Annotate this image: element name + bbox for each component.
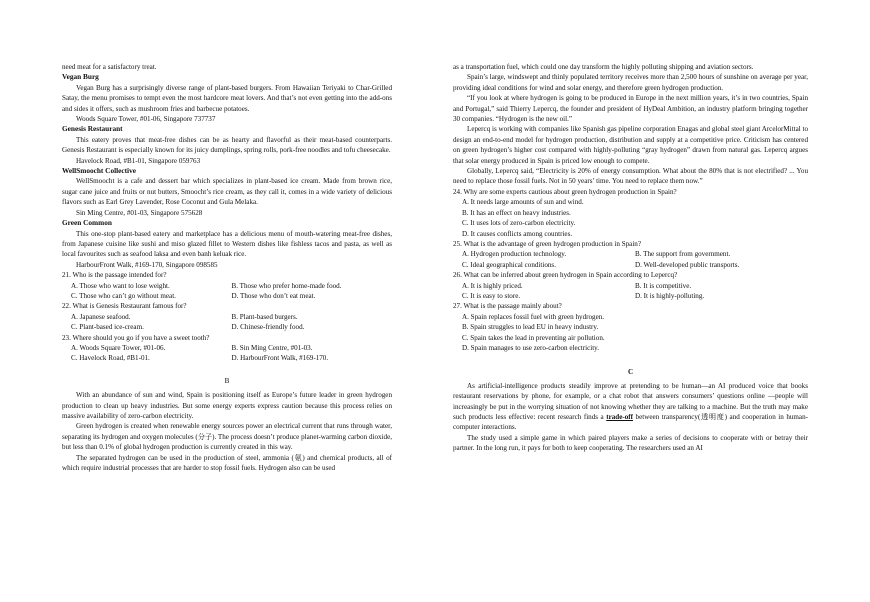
restaurant-address: Sin Ming Centre, #01-03, Singapore 575628 <box>76 208 203 217</box>
option-d: D. It is highly-polluting. <box>635 291 705 300</box>
restaurant-wellsmoocht <box>62 166 392 218</box>
section-b-paragraph: Spain’s large, windswept and thinly populated territory receives more than 2,500 hours of sunshine on average per year, providing ideal conditions for wind and solar energy, and therefore green hydrogen production. <box>453 73 808 92</box>
section-c-text-tail: between transparency(透明度) and cooperation in human-computer interactions. <box>453 413 808 432</box>
restaurant-genesis <box>62 124 392 166</box>
options <box>453 197 808 239</box>
section-c-heading: C <box>627 368 634 377</box>
option-c: C. Spain takes the lead in preventing air pollution. <box>462 333 605 342</box>
right-column <box>453 62 808 454</box>
option-b: B. The support from government. <box>635 250 731 259</box>
question-27 <box>453 301 808 353</box>
section-b-paragraph: Green hydrogen is created when renewable energy sources power an electrical current that runs through water, separating its hydrogen and oxygen molecules (分子). The process doesn’t produce planet-warming carbon dioxide, but less than 0.1% of global hydrogen production is currently created in this way. <box>62 422 392 452</box>
section-b-paragraph: The separated hydrogen can be used in the production of steel, ammonia (氨) and chemical products, all of which require industrial processes that are harder to stop fossil fuels. Hydrogen also can be used <box>62 453 392 473</box>
option-d: D. Well-developed public transports. <box>635 260 740 269</box>
option-a: A. Japanese seafood. <box>71 312 131 321</box>
option-a: A. Hydrogen production technology. <box>462 250 567 259</box>
question-24 <box>453 187 808 239</box>
options <box>62 312 392 333</box>
option-b: B. Plant-based burgers. <box>231 312 298 321</box>
option-a: A. It is highly priced. <box>462 281 523 290</box>
options <box>62 343 392 364</box>
intro-line: need meat for a satisfactory treat. <box>62 63 157 71</box>
options <box>453 249 808 270</box>
section-b-paragraph: Lepercq is working with companies like Spanish gas pipeline corporation Enagas and global steel giant ArcelorMittal to design an end-to-end model for hydrogen production, distribution and supply at a competitive price. Criticism has centered on green hydrogen’s higher cost compared with highly-polluting “gray hydrogen” drawn from natural gas. Lepercq argues that solar energy produced in Spain is priced low enough to compete. <box>453 125 808 165</box>
question-text: 22. What is Genesis Restaurant famous for? <box>62 302 187 311</box>
option-d: D. Chinese-friendly food. <box>231 323 305 332</box>
restaurant-desc: This one-stop plant-based eatery and marketplace has a delicious menu of mouth-watering meat-free dishes, from Japanese cuisine like sushi and miso glazed fillet to Western dishes like fishless tacos and pasta, as well as local favourites such as seafood laksa and even banh keluak rice. <box>62 229 392 259</box>
left-column <box>62 62 392 473</box>
option-d: D. Those who don’t eat meat. <box>231 291 316 300</box>
question-26 <box>453 270 808 301</box>
section-c-paragraph <box>453 381 808 433</box>
restaurant-address: Woods Square Tower, #01-06, Singapore 737737 <box>76 115 216 124</box>
restaurant-desc: WellSmoocht is a cafe and dessert bar which specializes in plant-based ice cream. Made from brown rice, sugar cane juice and fruits or nut butters, Smoocht’s rice cream, as they call it, comes in a wide variety of delicious flavors such as Earl Grey Lavender, Rose Coconut and Gula Melaka. <box>62 177 392 207</box>
question-22 <box>62 301 392 332</box>
option-a: A. Spain replaces fossil fuel with green hydrogen. <box>462 312 605 321</box>
restaurant-desc: This eatery proves that meat-free dishes can be as hearty and flavorful as their meat-based counterparts. Genesis Restaurant is especially known for its juicy dumplings, spring rolls, pork-free noodles and tofu cheesecake. <box>62 135 392 155</box>
section-b-paragraph: “If you look at where hydrogen is going to be produced in Europe in the next million years, it’s in two countries, Spain and Portugal,” said Thierry Lepercq, the founder and president of HyDeal Ambition, an industry platform bringing together 30 companies. “Hydrogen is the new oil.” <box>453 94 808 124</box>
restaurant-address: Havelock Road, #B1-01, Singapore 059763 <box>76 156 201 165</box>
option-c: C. It is easy to store. <box>462 291 521 300</box>
option-b: B. Those who prefer home-made food. <box>231 281 342 290</box>
option-a: A. Those who want to lose weight. <box>71 281 170 290</box>
option-c: C. Ideal geographical conditions. <box>462 260 556 269</box>
question-text: 25. What is the advantage of green hydrogen production in Spain? <box>453 239 641 248</box>
question-text: 23. Where should you go if you have a sweet tooth? <box>62 333 210 342</box>
restaurant-name: Vegan Burg <box>62 72 99 82</box>
option-c: C. Havelock Road, #B1-01. <box>71 354 150 363</box>
question-23 <box>62 333 392 364</box>
question-text: 24. Why are some experts cautious about green hydrogen production in Spain? <box>453 187 677 196</box>
options <box>62 281 392 302</box>
restaurant-name: Genesis Restaurant <box>62 124 123 134</box>
option-b: B. Sin Ming Centre, #01-03. <box>231 343 313 352</box>
restaurant-address: HarbourFront Walk, #169-170, Singapore 098585 <box>76 260 218 269</box>
options <box>453 312 808 354</box>
option-b: B. It is competitive. <box>635 281 692 290</box>
options <box>453 281 808 302</box>
option-b: B. It has an effect on heavy industries. <box>462 208 571 217</box>
section-b-heading: B <box>224 376 230 385</box>
underlined-term: trade-off <box>606 413 634 421</box>
option-d: D. Spain manages to use zero-carbon electricity. <box>462 343 600 352</box>
question-21 <box>62 270 392 301</box>
option-d: D. HarbourFront Walk, #169-170. <box>231 354 329 363</box>
option-a: A. It needs large amounts of sun and wind. <box>462 198 584 207</box>
restaurant-name: Green Common <box>62 218 112 228</box>
option-a: A. Woods Square Tower, #01-06. <box>71 343 166 352</box>
restaurant-green-common <box>62 218 392 270</box>
option-d: D. It causes conflicts among countries. <box>462 229 573 238</box>
restaurant-vegan-burg <box>62 72 392 124</box>
option-b: B. Spain struggles to lead EU in heavy industry. <box>462 323 599 332</box>
option-c: C. It uses lots of zero-carbon electricity. <box>462 219 576 228</box>
question-text: 26. What can be inferred about green hydrogen in Spain according to Lepercq? <box>453 271 678 280</box>
question-text: 21. Who is the passage intended for? <box>62 271 167 280</box>
section-b-continued: as a transportation fuel, which could one day transform the highly polluting shipping and aviation sectors. <box>453 63 754 71</box>
section-c-text: As artificial-intelligence products steadily improve at pretending to be human—an AI produced voice that books restaurant reservations by phone, for example, or a chat robot that answers consumers’ questions online —people will increasingly be put in the worrying situation of not knowing whether they are talking to a machine. But the truth may make such products less effective: recent research finds a <box>453 381 808 421</box>
option-c: C. Those who can’t go without meat. <box>71 291 176 300</box>
section-c-paragraph: The study used a simple game in which paired players make a series of decisions to cooperate with or betray their partner. In the long run, it pays for both to keep cooperating. The researchers used an AI <box>453 433 808 453</box>
option-c: C. Plant-based ice-cream. <box>71 323 144 332</box>
question-text: 27. What is the passage mainly about? <box>453 302 562 311</box>
restaurant-name: WellSmoocht Collective <box>62 166 136 176</box>
section-b-paragraph: With an abundance of sun and wind, Spain is positioning itself as Europe’s future leader in green hydrogen production to clean up heavy industries. But some energy experts express caution because this process relies on massive availability of zero-carbon electricity. <box>62 391 392 420</box>
section-b-paragraph: Globally, Lepercq said, “Electricity is 20% of energy consumption. What about the 80% that is not electrified? ... You need to replace those fossil fuels. Not in 50 years’ time. You need to replace them now.” <box>453 167 808 186</box>
question-25 <box>453 239 808 270</box>
restaurant-desc: Vegan Burg has a surprisingly diverse range of plant-based burgers. From Hawaiian Teriyaki to Char-Grilled Satay, the menu promises to tempt even the most hardcore meat lovers. And that’s not even getting into the add-ons and sides it offers, such as mushroom fries and barbecue potatoes. <box>62 83 392 113</box>
